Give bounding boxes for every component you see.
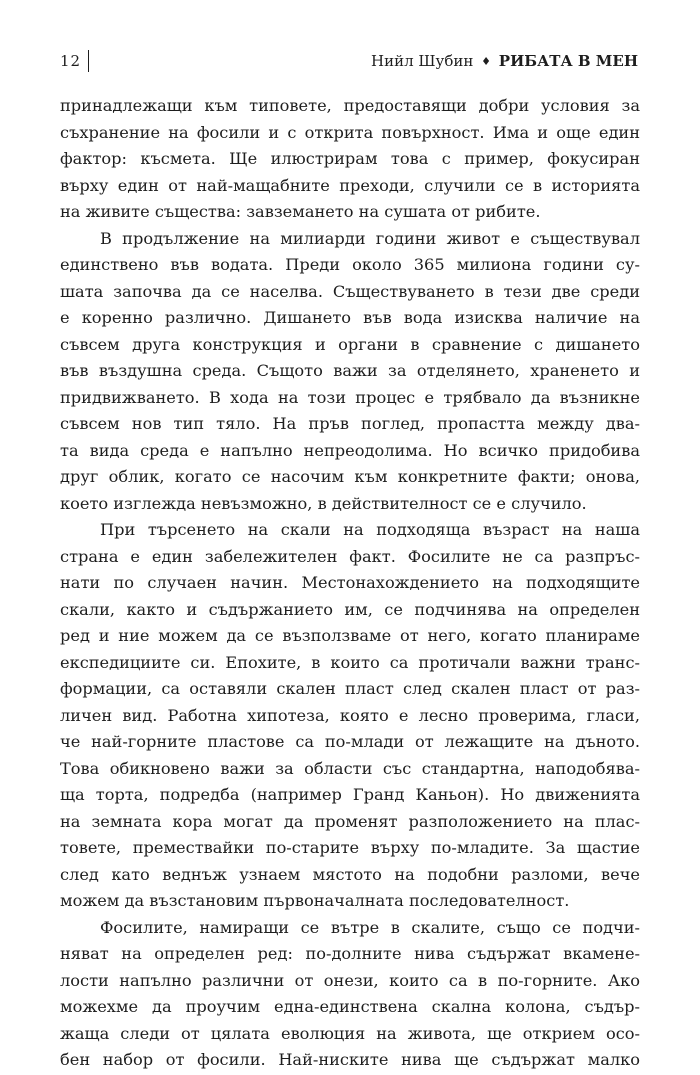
text-line: експедициите си. Епохите, в които са протичали важни транс- bbox=[60, 652, 640, 672]
paragraph bbox=[60, 915, 640, 1074]
text-line: нати по случаен начин. Местонахождението на подходящите bbox=[60, 573, 640, 592]
text-line: принадлежащи към типовете, предоставящи добри условия за bbox=[60, 96, 640, 115]
text-line: можем да възстановим първоначалната последователност. bbox=[60, 891, 570, 910]
text-line: на живите същества: завземането на сушата от рибите. bbox=[60, 202, 541, 221]
text-line: При търсенето на скали на подходяща възраст на наша bbox=[100, 520, 640, 539]
header-divider bbox=[88, 50, 89, 72]
text-line: лости напълно различни от онези, които са в по-горните. Ако bbox=[60, 970, 640, 990]
text-line: във въздушна среда. Същото важи за отделянето, храненето и bbox=[60, 361, 640, 380]
text-line: личен вид. Работна хипотеза, която е лесно проверима, гласи, bbox=[60, 705, 640, 725]
text-line: което изглежда невъзможно, в действителност се е случило. bbox=[60, 493, 587, 513]
text-line: можехме да проучим една-единствена скална колона, съдър- bbox=[60, 997, 640, 1016]
text-line: съвсем нов тип тяло. На пръв поглед, пропастта между два- bbox=[60, 414, 640, 433]
text-line: върху един от най-мащабните преходи, случили се в историята bbox=[60, 175, 640, 195]
text-line: шата започва да се населва. Съществуването в тези две среди bbox=[60, 281, 640, 301]
running-head bbox=[371, 52, 638, 70]
text-line: жаща следи от цялата еволюция на живота, ще открием осо- bbox=[60, 1023, 640, 1043]
text-line: бен набор от фосили. Най-ниските нива ще съдържат малко bbox=[60, 1050, 640, 1069]
text-line: придвижването. В хода на този процес е трябвало да възникне bbox=[60, 387, 640, 407]
text-line: съвсем друга конструкция и органи в сравнение с дишането bbox=[60, 334, 640, 354]
author-name: Нийл Шубин bbox=[371, 52, 474, 70]
text-line: скали, както и съдържанието им, се подчинява на определен bbox=[60, 599, 640, 619]
text-line: единствено във водата. Преди около 365 милиона години су- bbox=[60, 255, 640, 274]
text-line: товете, премествайки по-старите върху по-младите. За щастие bbox=[60, 838, 640, 857]
paragraph bbox=[60, 93, 640, 226]
text-line: ща торта, подредба (например Гранд Каньон). Но движенията bbox=[60, 785, 640, 804]
text-line: е коренно различно. Дишането във вода изисква наличие на bbox=[60, 308, 640, 327]
text-line: съхранение на фосили и с открита повърхност. Има и още един bbox=[60, 122, 640, 142]
text-line: друг облик, когато се насочим към конкретните факти; онова, bbox=[60, 467, 640, 486]
text-line: формации, са оставяли скален пласт след скален пласт от раз- bbox=[60, 679, 640, 698]
book-title: РИБАТА В МЕН bbox=[498, 52, 638, 70]
text-line: Това обикновено важи за области със стандартна, наподобява- bbox=[60, 758, 640, 778]
text-line: страна е един забележителен факт. Фосилите не са разпръс- bbox=[60, 546, 640, 566]
paragraph bbox=[60, 517, 640, 915]
text-line: след като веднъж узнаем мястото на подобни разломи, вече bbox=[60, 864, 640, 884]
running-header bbox=[58, 50, 638, 72]
paragraph bbox=[60, 226, 640, 518]
page-number: 12 bbox=[60, 52, 82, 70]
body-text bbox=[60, 93, 640, 1074]
text-line: ред и ние можем да се възползваме от него, когато планираме bbox=[60, 626, 640, 645]
text-line: че най-горните пластове са по-млади от лежащите на дъното. bbox=[60, 732, 640, 751]
text-line: няват на определен ред: по-долните нива съдържат вкамене- bbox=[60, 944, 640, 963]
text-line: та вида среда е напълно непреодолима. Но всичко придобива bbox=[60, 440, 640, 460]
diamond-separator-icon: ♦ bbox=[481, 55, 492, 68]
text-line: фактор: късмета. Ще илюстрирам това с пример, фокусиран bbox=[60, 149, 640, 168]
text-line: Фосилите, намиращи се вътре в скалите, също се подчи- bbox=[100, 917, 640, 937]
text-line: В продължение на милиарди години живот е съществувал bbox=[100, 228, 640, 248]
text-line: на земната кора могат да променят разположението на плас- bbox=[60, 811, 640, 831]
